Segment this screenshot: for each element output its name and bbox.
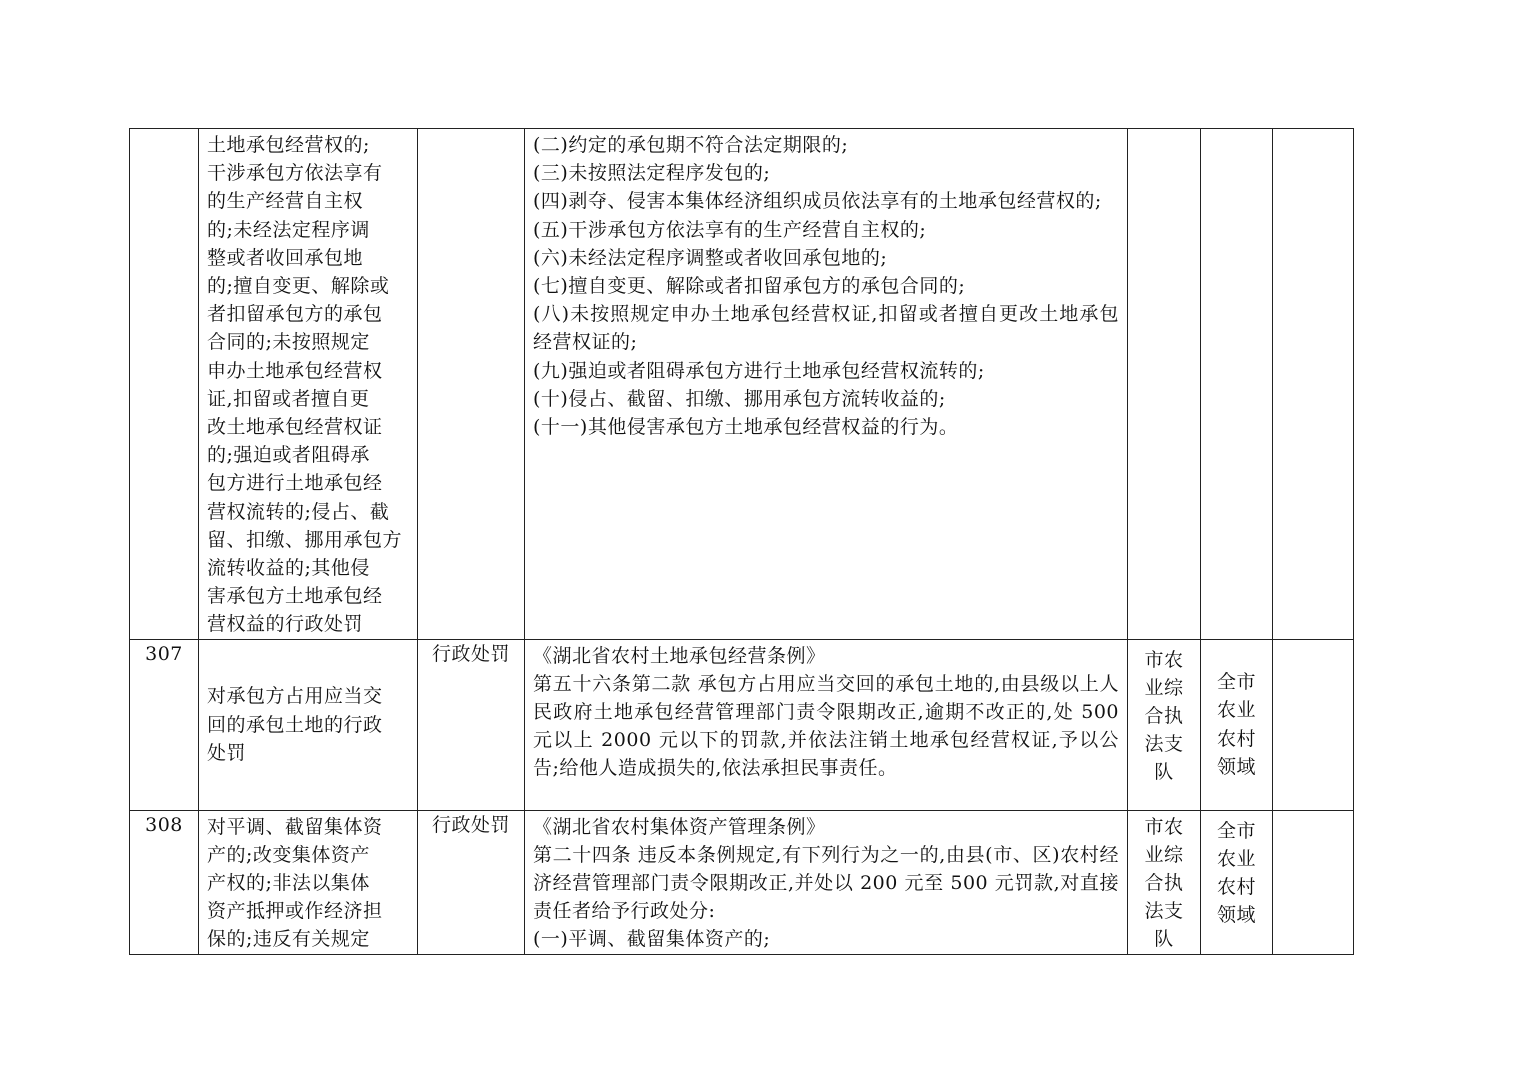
legal-basis-cell (525, 129, 1128, 640)
legal-basis-line: 第五十六条第二款 承包方占用应当交回的承包土地的,由县级以上人民政府土地承包经营管理部门责令限期改正,逾期不改正的,处 500 元以上 2000 元以下的罚款,并依法注销土地承包经营权证,予以公告;给他人造成损失的,依法承担民事责任。 (533, 672, 1126, 780)
dept-line: 市农 (1144, 815, 1184, 838)
item-name-line: 的生产经营自主权 (207, 190, 364, 213)
penalty-table (129, 128, 1354, 955)
item-name-line: 保的;违反有关规定 (207, 928, 370, 951)
scope-line: 领域 (1216, 755, 1256, 778)
item-name-line: 包方进行土地承包经 (207, 472, 383, 495)
item-type-cell: 行政处罚 (418, 810, 525, 954)
item-type-cell: 行政处罚 (418, 639, 525, 810)
legal-basis-line: (一)平调、截留集体资产的; (533, 928, 771, 951)
item-number-cell: 308 (130, 810, 199, 954)
legal-basis-cell (525, 810, 1128, 954)
dept-line: 队 (1154, 761, 1174, 784)
enforcement-dept-cell (1128, 639, 1201, 810)
legal-basis-line: (六)未经法定程序调整或者收回承包地的; (533, 246, 888, 269)
item-name-line: 合同的;未按照规定 (207, 331, 370, 354)
item-name-line: 干涉承包方依法享有 (207, 162, 383, 185)
table-row (130, 810, 1354, 954)
dept-line: 市农 (1144, 648, 1184, 671)
legal-basis-line: (十一)其他侵害承包方土地承包经营权益的行为。 (533, 416, 959, 439)
legal-basis-cell (525, 639, 1128, 810)
scope-line: 农业 (1216, 699, 1256, 722)
legal-basis-line: (十)侵占、截留、扣缴、挪用承包方流转收益的; (533, 387, 946, 410)
legal-basis-line: 第二十四条 违反本条例规定,有下列行为之一的,由县(市、区)农村经济经营管理部门责令限期改正,并处以 200 元至 500 元罚款,对直接责任者给予行政处分: (533, 843, 1119, 923)
item-name-line: 改土地承包经营权证 (207, 416, 383, 439)
remark-cell (1273, 810, 1354, 954)
enforcement-dept-cell (1128, 129, 1201, 640)
scope-line: 全市 (1216, 819, 1256, 842)
legal-basis-line: 《湖北省农村集体资产管理条例》 (533, 815, 826, 838)
item-name-line: 者扣留承包方的承包 (207, 303, 383, 326)
item-number-cell: 307 (130, 639, 199, 810)
scope-line: 全市 (1216, 671, 1256, 694)
item-name-line: 对承包方占用应当交 (207, 685, 383, 708)
item-name-line: 证,扣留或者擅自更 (207, 387, 370, 410)
item-name-line: 处罚 (207, 741, 247, 764)
dept-line: 业综 (1144, 676, 1184, 699)
legal-basis-line: 《湖北省农村土地承包经营条例》 (533, 644, 826, 667)
item-name-cell (199, 810, 418, 954)
legal-basis-line: (四)剥夺、侵害本集体经济组织成员依法享有的土地承包经营权的; (533, 190, 1102, 213)
enforcement-dept-cell (1128, 810, 1201, 954)
item-name-line: 的;擅自变更、解除或 (207, 275, 390, 298)
scope-line: 农业 (1216, 847, 1256, 870)
item-type-cell (418, 129, 525, 640)
item-name-line: 整或者收回承包地 (207, 246, 364, 269)
item-name-line: 留、扣缴、挪用承包方 (207, 528, 403, 551)
legal-basis-line: (五)干涉承包方依法享有的生产经营自主权的; (533, 218, 927, 241)
scope-line: 领域 (1216, 904, 1256, 927)
table-row (130, 129, 1354, 640)
item-name-line: 的;未经法定程序调 (207, 218, 370, 241)
legal-basis-line: (二)约定的承包期不符合法定期限的; (533, 134, 849, 156)
item-name-line: 申办土地承包经营权 (207, 359, 383, 382)
item-name-line: 资产抵押或作经济担 (207, 900, 383, 923)
scope-cell (1201, 129, 1273, 640)
item-name-cell (199, 129, 418, 640)
remark-cell (1273, 129, 1354, 640)
dept-line: 法支 (1144, 733, 1184, 756)
item-name-line: 营权益的行政处罚 (207, 613, 364, 636)
legal-basis-line: (九)强迫或者阻碍承包方进行土地承包经营权流转的; (533, 359, 985, 382)
item-name-line: 产的;改变集体资产 (207, 843, 370, 866)
scope-line: 农村 (1216, 876, 1256, 899)
table-row (130, 639, 1354, 810)
item-name-line: 害承包方土地承包经 (207, 585, 383, 608)
dept-line: 法支 (1144, 900, 1184, 923)
remark-cell (1273, 639, 1354, 810)
item-name-line: 对平调、截留集体资 (207, 815, 383, 838)
scope-cell (1201, 639, 1273, 810)
scope-line: 农村 (1216, 727, 1256, 750)
dept-line: 队 (1154, 928, 1174, 951)
dept-line: 合执 (1144, 705, 1184, 728)
dept-line: 业综 (1144, 843, 1184, 866)
legal-basis-line: (三)未按照法定程序发包的; (533, 162, 771, 185)
item-name-line: 回的承包土地的行政 (207, 713, 383, 736)
item-name-line: 流转收益的;其他侵 (207, 557, 370, 580)
item-name-line: 营权流转的;侵占、截 (207, 500, 390, 523)
legal-basis-line: (八)未按照规定申办土地承包经营权证,扣留或者擅自更改土地承包经营权证的; (533, 303, 1119, 354)
legal-basis-line: (七)擅自变更、解除或者扣留承包方的承包合同的; (533, 275, 966, 298)
item-name-cell (199, 639, 418, 810)
item-name-line: 的;强迫或者阻碍承 (207, 444, 370, 467)
item-number-cell (130, 129, 199, 640)
scope-cell (1201, 810, 1273, 954)
item-name-line: 产权的;非法以集体 (207, 872, 370, 895)
item-name-line: 土地承包经营权的; (207, 134, 370, 156)
dept-line: 合执 (1144, 872, 1184, 895)
